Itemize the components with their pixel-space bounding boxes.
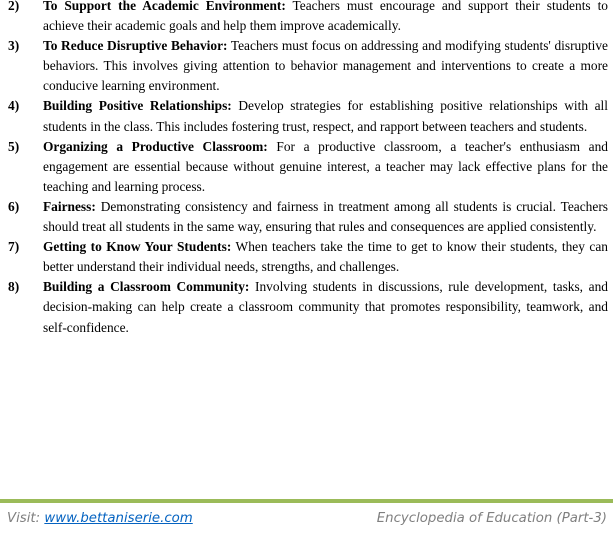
visit-label: Visit: — [7, 511, 45, 526]
item-number: 8) — [8, 279, 20, 295]
item-text: Develop strategies for establishing positive relationships with all students in the class. This includes fostering trust, respect, and rapport between teachers and students. — [43, 98, 608, 134]
item-title: To Reduce Disruptive Behavior: — [43, 38, 228, 54]
list-item — [8, 237, 608, 277]
item-title: To Support the Academic Environment: — [43, 0, 286, 13]
item-title: Getting to Know Your Students: — [43, 239, 232, 255]
footer-divider — [0, 499, 613, 503]
website-link[interactable]: www.bettaniserie.com — [44, 511, 193, 526]
item-text: For a productive classroom, a teacher's enthusiasm and engagement are essential because without genuine interest, a teacher may lack effective plans for the teaching and learning process. — [43, 138, 608, 194]
list-item — [8, 96, 608, 136]
list-item — [8, 277, 608, 337]
item-number: 6) — [8, 198, 20, 214]
item-number: 2) — [8, 0, 20, 13]
item-text: When teachers take the time to get to know their students, they can better understand their individual needs, strengths, and challenges. — [43, 239, 608, 275]
list-item — [8, 36, 608, 96]
list-item — [8, 0, 608, 36]
footer-visit — [7, 511, 193, 526]
item-number: 3) — [8, 38, 20, 54]
item-title: Fairness: — [43, 198, 96, 214]
item-number: 5) — [8, 138, 20, 154]
document-body — [8, 0, 608, 338]
footer-book-title: Encyclopedia of Education (Part-3) — [376, 511, 607, 526]
item-title: Organizing a Productive Classroom: — [43, 138, 268, 154]
list-item — [8, 137, 608, 197]
item-text: Involving students in discussions, rule development, tasks, and decision-making can help create a classroom community that promotes responsibility, teamwork, and self-confidence. — [43, 279, 608, 335]
item-title: Building a Classroom Community: — [43, 279, 250, 295]
item-number: 4) — [8, 98, 20, 114]
item-text: Demonstrating consistency and fairness in treatment among all students is crucial. Teachers should treat all students in the same way, ensuring that rules and consequences are applied consistently. — [43, 198, 608, 235]
item-title: Building Positive Relationships: — [43, 98, 232, 114]
item-text: Teachers must focus on addressing and modifying students' disruptive behaviors. This involves giving attention to behavior management and interventions to create a more conducive learning environment. — [43, 38, 609, 94]
list-item — [8, 197, 608, 237]
item-text: Teachers must encourage and support their students to achieve their academic goals and help them improve academically. — [43, 0, 608, 34]
item-number: 7) — [8, 239, 20, 255]
